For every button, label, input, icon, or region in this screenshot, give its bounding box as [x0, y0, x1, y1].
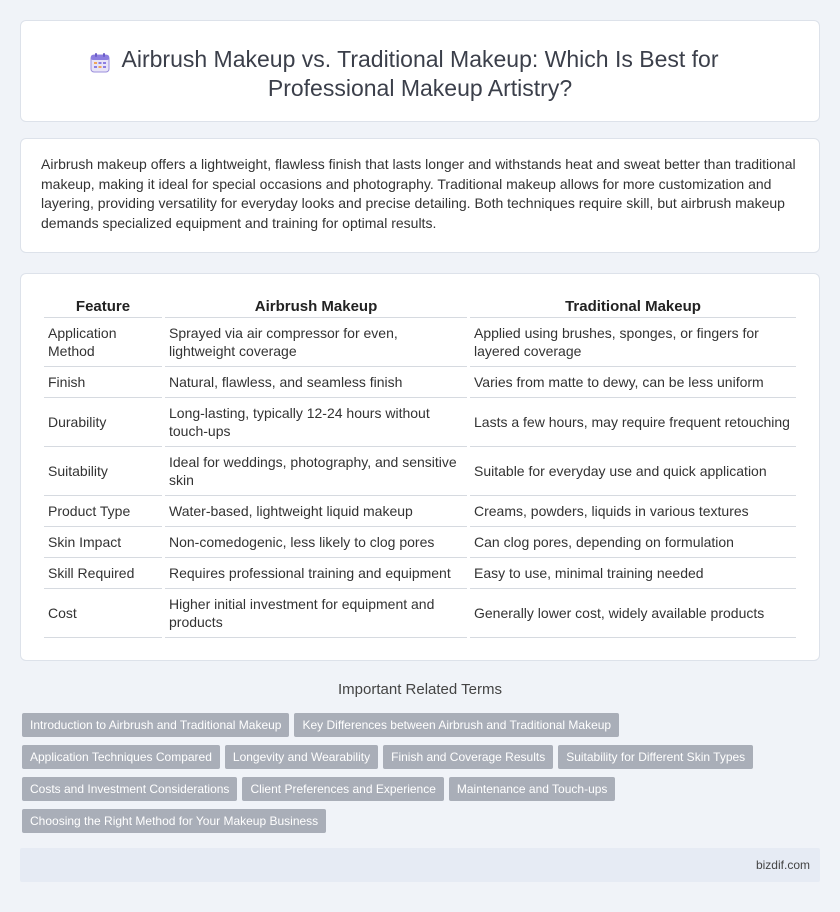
related-term-tag[interactable]: Client Preferences and Experience [242, 777, 443, 801]
feature-cell: Durability [44, 398, 162, 447]
airbrush-cell: Ideal for weddings, photography, and sensitive skin [165, 447, 467, 496]
traditional-cell: Creams, powders, liquids in various textures [470, 496, 796, 527]
related-term-tag[interactable]: Costs and Investment Considerations [22, 777, 237, 801]
feature-cell: Skin Impact [44, 527, 162, 558]
feature-cell: Suitability [44, 447, 162, 496]
related-term-tag[interactable]: Maintenance and Touch-ups [449, 777, 616, 801]
related-term-tag[interactable]: Application Techniques Compared [22, 745, 220, 769]
traditional-cell: Varies from matte to dewy, can be less uniform [470, 367, 796, 398]
table-row [44, 527, 796, 558]
table-row [44, 367, 796, 398]
table-row [44, 589, 796, 638]
related-terms-title: Important Related Terms [338, 681, 502, 698]
airbrush-cell: Long-lasting, typically 12-24 hours without touch-ups [165, 398, 467, 447]
traditional-cell: Suitable for everyday use and quick application [470, 447, 796, 496]
related-term-tag[interactable]: Key Differences between Airbrush and Traditional Makeup [294, 713, 619, 737]
header-airbrush: Airbrush Makeup [165, 296, 467, 318]
related-terms-list [22, 713, 812, 841]
header-card [20, 20, 820, 122]
airbrush-cell: Water-based, lightweight liquid makeup [165, 496, 467, 527]
airbrush-cell: Requires professional training and equipment [165, 558, 467, 589]
related-term-tag[interactable]: Choosing the Right Method for Your Makeup Business [22, 809, 326, 833]
traditional-cell: Lasts a few hours, may require frequent retouching [470, 398, 796, 447]
traditional-cell: Can clog pores, depending on formulation [470, 527, 796, 558]
related-term-tag[interactable]: Suitability for Different Skin Types [558, 745, 753, 769]
table-row [44, 398, 796, 447]
related-term-tag[interactable]: Finish and Coverage Results [383, 745, 553, 769]
table-row [44, 558, 796, 589]
table-row [44, 496, 796, 527]
page-title: Airbrush Makeup vs. Traditional Makeup: Which Is Best for Professional Makeup Artistry? [121, 46, 719, 101]
feature-cell: Cost [44, 589, 162, 638]
related-term-tag[interactable]: Longevity and Wearability [225, 745, 378, 769]
related-term-tag[interactable]: Introduction to Airbrush and Traditional Makeup [22, 713, 289, 737]
feature-cell: Application Method [44, 318, 162, 367]
footer-site-link[interactable]: bizdif.com [755, 858, 810, 872]
airbrush-cell: Higher initial investment for equipment and products [165, 589, 467, 638]
table-row [44, 447, 796, 496]
comparison-card [20, 273, 820, 661]
header-feature: Feature [44, 296, 162, 318]
airbrush-cell: Non-comedogenic, less likely to clog pores [165, 527, 467, 558]
traditional-cell: Applied using brushes, sponges, or fingers for layered coverage [470, 318, 796, 367]
title-wrap [21, 45, 819, 103]
footer [20, 848, 820, 882]
traditional-cell: Easy to use, minimal training needed [470, 558, 796, 589]
table-row [44, 318, 796, 367]
intro-paragraph: Airbrush makeup offers a lightweight, flawless finish that lasts longer and withstands heat and sweat better than traditional makeup, making it ideal for special occasions and photography. Traditional makeup allows for more customization and layering, providing versatility for everyday looks and precise detailing. Both techniques require skill, but airbrush makeup demands specialized equipment and training for optimal results. [41, 156, 796, 231]
calendar-icon [89, 52, 111, 74]
feature-cell: Skill Required [44, 558, 162, 589]
table-header-row [44, 296, 796, 318]
airbrush-cell: Natural, flawless, and seamless finish [165, 367, 467, 398]
airbrush-cell: Sprayed via air compressor for even, lightweight coverage [165, 318, 467, 367]
comparison-table [41, 296, 799, 638]
feature-cell: Product Type [44, 496, 162, 527]
intro-card [20, 138, 820, 253]
traditional-cell: Generally lower cost, widely available products [470, 589, 796, 638]
feature-cell: Finish [44, 367, 162, 398]
header-traditional: Traditional Makeup [470, 296, 796, 318]
